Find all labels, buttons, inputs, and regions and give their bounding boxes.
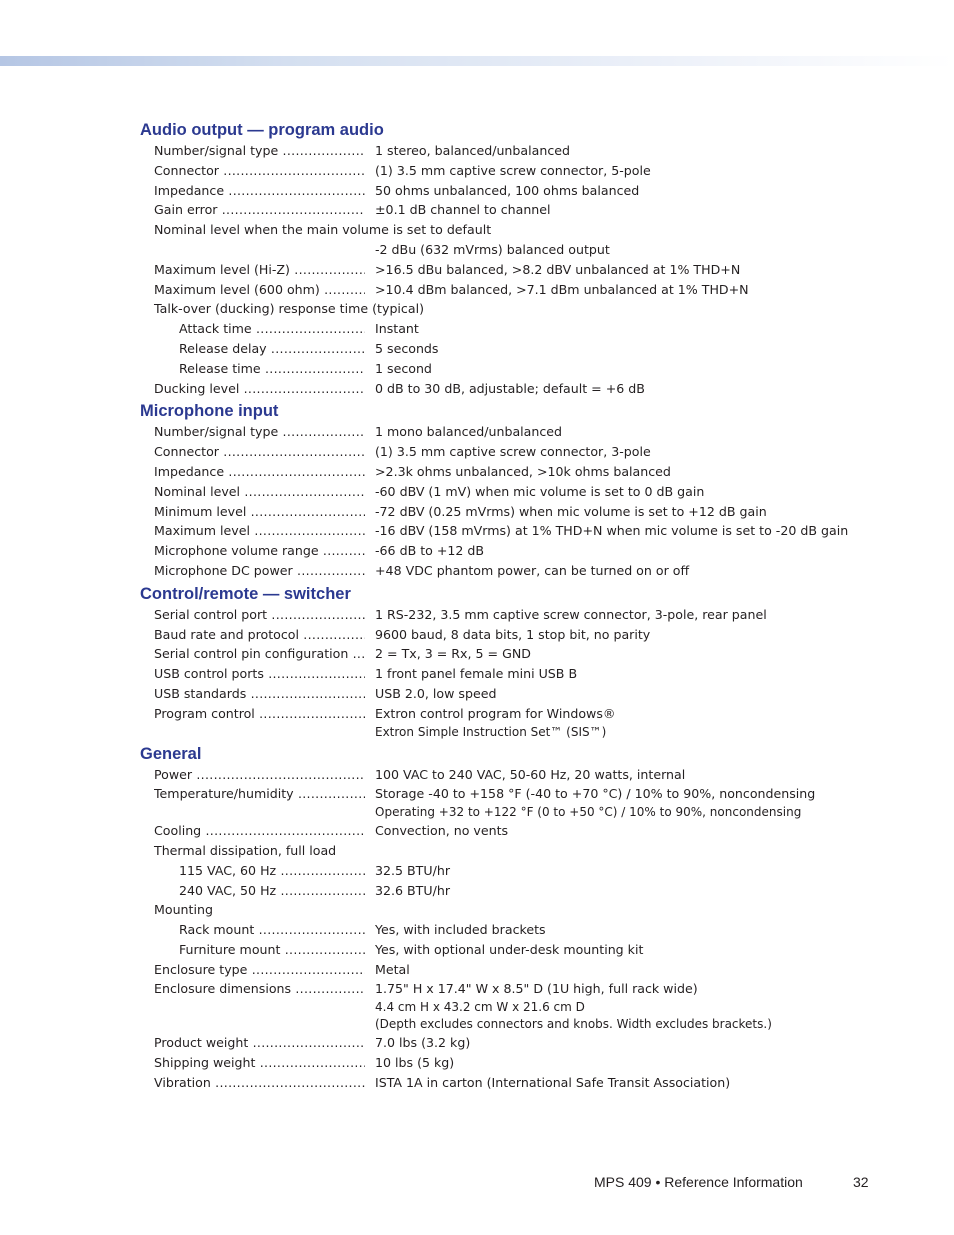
spec-row [140, 979, 860, 1033]
spec-label-text: Minimum level [154, 503, 247, 519]
spec-label-text: Serial control pin configuration [154, 646, 349, 662]
spec-value [375, 861, 860, 881]
spec-value-line: 1 mono balanced/unbalanced [375, 424, 563, 440]
spec-value [375, 605, 860, 625]
spec-value-line: Extron control program for Windows® [375, 705, 616, 721]
spec-value-line: >16.5 dBu balanced, >8.2 dBV unbalanced at 1% THD+N [375, 261, 741, 277]
spec-value-line: Metal [375, 961, 410, 977]
spec-subheading-label: Mounting [154, 902, 213, 918]
page-number: 32 [853, 1174, 869, 1190]
spec-section [140, 120, 860, 398]
spec-label-text: Number/signal type [154, 424, 279, 440]
spec-value-line: 7.0 lbs (3.2 kg) [375, 1035, 471, 1051]
spec-label [154, 644, 365, 664]
spec-value [375, 664, 860, 684]
spec-value [375, 359, 860, 379]
spec-label [154, 765, 365, 785]
spec-value [375, 644, 860, 664]
spec-value [375, 339, 860, 359]
header-band [0, 56, 954, 66]
spec-value-line: 100 VAC to 240 VAC, 50-60 Hz, 20 watts, internal [375, 766, 686, 782]
spec-value-line: Yes, with optional under-desk mounting kit [375, 941, 644, 957]
spec-label-text: Connector [154, 444, 219, 460]
spec-label-text: USB control ports [154, 666, 264, 682]
spec-row [140, 821, 860, 841]
spec-row [140, 161, 860, 181]
spec-label-text: Gain error [154, 202, 218, 218]
spec-label [154, 181, 365, 201]
spec-row [140, 462, 860, 482]
spec-value-line: +48 VDC phantom power, can be turned on or off [375, 562, 690, 578]
spec-row [140, 1053, 860, 1073]
spec-subheading-label: Nominal level when the main volume is set to default [154, 222, 492, 238]
spec-label-text: Temperature/humidity [154, 786, 294, 802]
spec-subheading-label: Talk-over (ducking) response time (typical) [154, 301, 424, 317]
spec-label [179, 319, 365, 339]
spec-row [140, 1033, 860, 1053]
spec-subheading-label: Thermal dissipation, full load [154, 842, 337, 858]
spec-value-line: 4.4 cm H x 43.2 cm W x 21.6 cm D [375, 1000, 585, 1015]
spec-row [140, 442, 860, 462]
spec-section [140, 744, 860, 1093]
spec-label [154, 561, 365, 581]
spec-label [179, 940, 365, 960]
spec-value-line: 50 ohms unbalanced, 100 ohms balanced [375, 182, 640, 198]
section-title: General [140, 744, 202, 763]
spec-label [154, 784, 365, 804]
spec-label [154, 462, 365, 482]
spec-row [140, 200, 860, 220]
spec-label [154, 625, 365, 645]
spec-row [140, 765, 860, 785]
spec-value-line: 1 RS-232, 3.5 mm captive screw connector, 3-pole, rear panel [375, 606, 767, 622]
spec-label-text: Impedance [154, 463, 225, 479]
spec-label-text: Microphone DC power [154, 562, 293, 578]
spec-row [140, 339, 860, 359]
spec-value-line: 2 = Tx, 3 = Rx, 5 = GND [375, 646, 531, 662]
spec-label [154, 442, 365, 462]
spec-row [140, 625, 860, 645]
spec-subheading [140, 841, 860, 861]
spec-subheading [140, 900, 860, 920]
spec-label [154, 422, 365, 442]
spec-value-line: Extron Simple Instruction Set™ (SIS™) [375, 724, 607, 739]
spec-label-text: Shipping weight [154, 1055, 256, 1071]
spec-label-text: Attack time [179, 321, 252, 337]
spec-label-text: Rack mount [179, 922, 255, 938]
spec-row [140, 644, 860, 664]
spec-row [140, 502, 860, 522]
spec-value [375, 181, 860, 201]
spec-value [375, 541, 860, 561]
spec-value-line: -16 dBV (158 mVrms) at 1% THD+N when mic volume is set to -20 dB gain [375, 523, 849, 539]
spec-value-line: 1.75" H x 17.4" W x 8.5" D (1U high, full rack wide) [375, 981, 698, 997]
spec-row [140, 482, 860, 502]
spec-section [140, 401, 860, 580]
spec-value [375, 684, 860, 704]
spec-label [154, 482, 365, 502]
spec-label-text: USB standards [154, 685, 247, 701]
spec-row [140, 280, 860, 300]
spec-value [375, 784, 860, 821]
spec-row [140, 881, 860, 901]
spec-value [375, 442, 860, 462]
spec-value-line: -72 dBV (0.25 mVrms) when mic volume is set to +12 dB gain [375, 503, 767, 519]
spec-value [375, 704, 860, 741]
spec-label-text: Connector [154, 162, 219, 178]
spec-label [154, 141, 365, 161]
spec-label [154, 1033, 365, 1053]
spec-label-text: 240 VAC, 50 Hz [179, 882, 277, 898]
spec-row [140, 260, 860, 280]
spec-label [154, 979, 365, 999]
spec-value-line: 32.5 BTU/hr [375, 862, 450, 878]
spec-section [140, 584, 860, 741]
spec-label [154, 664, 365, 684]
spec-value-line: 1 front panel female mini USB B [375, 666, 578, 682]
spec-row [140, 920, 860, 940]
spec-row [140, 664, 860, 684]
spec-value [375, 881, 860, 901]
spec-label-text: Release delay [179, 340, 267, 356]
spec-label [154, 605, 365, 625]
spec-row [140, 141, 860, 161]
spec-value-line: (1) 3.5 mm captive screw connector, 3-pole [375, 444, 651, 460]
spec-value [375, 960, 860, 980]
spec-label-text: Serial control port [154, 606, 268, 622]
spec-value-line: Instant [375, 321, 419, 337]
spec-value [375, 161, 860, 181]
spec-row [140, 861, 860, 881]
spec-label [154, 260, 365, 280]
spec-value-line: (1) 3.5 mm captive screw connector, 5-pole [375, 162, 651, 178]
spec-label-text: Furniture mount [179, 941, 281, 957]
spec-value [375, 625, 860, 645]
spec-value-line: 32.6 BTU/hr [375, 882, 450, 898]
spec-label-text: 115 VAC, 60 Hz [179, 862, 277, 878]
spec-label [154, 1073, 365, 1093]
spec-label-text: Enclosure dimensions [154, 981, 292, 997]
spec-content [140, 120, 860, 1093]
spec-label-text: Release time [179, 360, 261, 376]
spec-value [375, 502, 860, 522]
spec-row [140, 940, 860, 960]
spec-value-line: -60 dBV (1 mV) when mic volume is set to 0 dB gain [375, 483, 705, 499]
spec-label-text: Number/signal type [154, 143, 279, 158]
spec-row [140, 561, 860, 581]
spec-label-text: Maximum level [154, 523, 251, 539]
spec-value-line: ISTA 1A in carton (International Safe Transit Association) [375, 1074, 731, 1090]
spec-value-line: -66 dB to +12 dB [375, 543, 485, 559]
spec-label [154, 960, 365, 980]
spec-value-line: 10 lbs (5 kg) [375, 1055, 455, 1071]
spec-label-text: Microphone volume range [154, 543, 319, 559]
spec-row [140, 422, 860, 442]
page-footer [594, 1174, 869, 1190]
spec-value [375, 379, 860, 399]
spec-row [140, 379, 860, 399]
spec-value-line: 9600 baud, 8 data bits, 1 stop bit, no parity [375, 626, 651, 642]
spec-label-text: Product weight [154, 1035, 249, 1051]
spec-row [140, 684, 860, 704]
spec-label-text: Baud rate and protocol [154, 626, 299, 642]
spec-label [179, 359, 365, 379]
spec-label [154, 821, 365, 841]
spec-label [154, 161, 365, 181]
spec-value-line: USB 2.0, low speed [375, 685, 497, 701]
spec-row [140, 521, 860, 541]
spec-value [375, 821, 860, 841]
spec-value [375, 1033, 860, 1053]
spec-subheading [140, 299, 860, 319]
spec-label-text: Vibration [154, 1074, 211, 1090]
spec-value-line: Storage -40 to +158 °F (-40 to +70 °C) / 10% to 90%, noncondensing [375, 786, 816, 802]
spec-label-text: Maximum level (Hi-Z) [154, 261, 290, 277]
spec-value-line: (Depth excludes connectors and knobs. Width excludes brackets.) [375, 1017, 772, 1032]
spec-label-text: Nominal level [154, 483, 241, 499]
spec-value-line: >2.3k ohms unbalanced, >10k ohms balanced [375, 463, 671, 479]
spec-row [140, 181, 860, 201]
spec-value [375, 319, 860, 339]
spec-label [179, 861, 365, 881]
spec-label [154, 280, 365, 300]
spec-label [154, 200, 365, 220]
section-title: Microphone input [140, 402, 279, 421]
spec-row [140, 541, 860, 561]
spec-label-text: Cooling [154, 823, 202, 839]
spec-value-line: ±0.1 dB channel to channel [375, 202, 551, 218]
spec-value [375, 141, 860, 161]
spec-row [140, 605, 860, 625]
spec-value [375, 1053, 860, 1073]
spec-value-line: -2 dBu (632 mVrms) balanced output [375, 241, 610, 257]
spec-row [140, 960, 860, 980]
spec-label [154, 541, 365, 561]
spec-row [140, 240, 860, 260]
section-title: Audio output — program audio [140, 121, 384, 139]
spec-value [375, 240, 860, 260]
spec-label-text: Program control [154, 705, 255, 721]
spec-label [154, 704, 365, 724]
spec-label-text: Enclosure type [154, 961, 248, 977]
spec-row [140, 359, 860, 379]
spec-value [375, 260, 860, 280]
spec-label-text: Maximum level (600 ohm) [154, 281, 320, 297]
spec-label [154, 379, 365, 399]
spec-label-text: Power [154, 766, 193, 782]
spec-value-line: Operating +32 to +122 °F (0 to +50 °C) / 10% to 90%, noncondensing [375, 805, 802, 820]
spec-row [140, 784, 860, 821]
spec-value [375, 940, 860, 960]
spec-value [375, 979, 860, 1033]
spec-value [375, 765, 860, 785]
spec-value-line: >10.4 dBm balanced, >7.1 dBm unbalanced at 1% THD+N [375, 281, 749, 297]
spec-value [375, 482, 860, 502]
spec-value [375, 1073, 860, 1093]
spec-row [140, 319, 860, 339]
footer-doc-title: MPS 409 • Reference Information [594, 1174, 803, 1190]
spec-label [154, 1053, 365, 1073]
spec-value-line: 5 seconds [375, 340, 439, 356]
spec-value-line: Convection, no vents [375, 823, 509, 839]
spec-label [179, 339, 365, 359]
spec-label [154, 684, 365, 704]
spec-value-line: 0 dB to 30 dB, adjustable; default = +6 dB [375, 380, 645, 396]
spec-label [154, 521, 365, 541]
spec-row [140, 1073, 860, 1093]
spec-value-line: 1 second [375, 360, 432, 376]
spec-label [179, 920, 365, 940]
spec-value-line: 1 stereo, balanced/unbalanced [375, 143, 570, 158]
spec-value-line: Yes, with included brackets [375, 922, 546, 938]
spec-label [154, 502, 365, 522]
spec-value [375, 280, 860, 300]
spec-value [375, 521, 860, 541]
section-title: Control/remote — switcher [140, 584, 351, 603]
spec-label-text: Ducking level [154, 380, 240, 396]
spec-label [179, 881, 365, 901]
spec-value [375, 561, 860, 581]
spec-value [375, 920, 860, 940]
spec-value [375, 422, 860, 442]
spec-label-text: Impedance [154, 182, 225, 198]
spec-value [375, 200, 860, 220]
spec-subheading [140, 220, 860, 240]
spec-row [140, 704, 860, 741]
spec-value [375, 462, 860, 482]
